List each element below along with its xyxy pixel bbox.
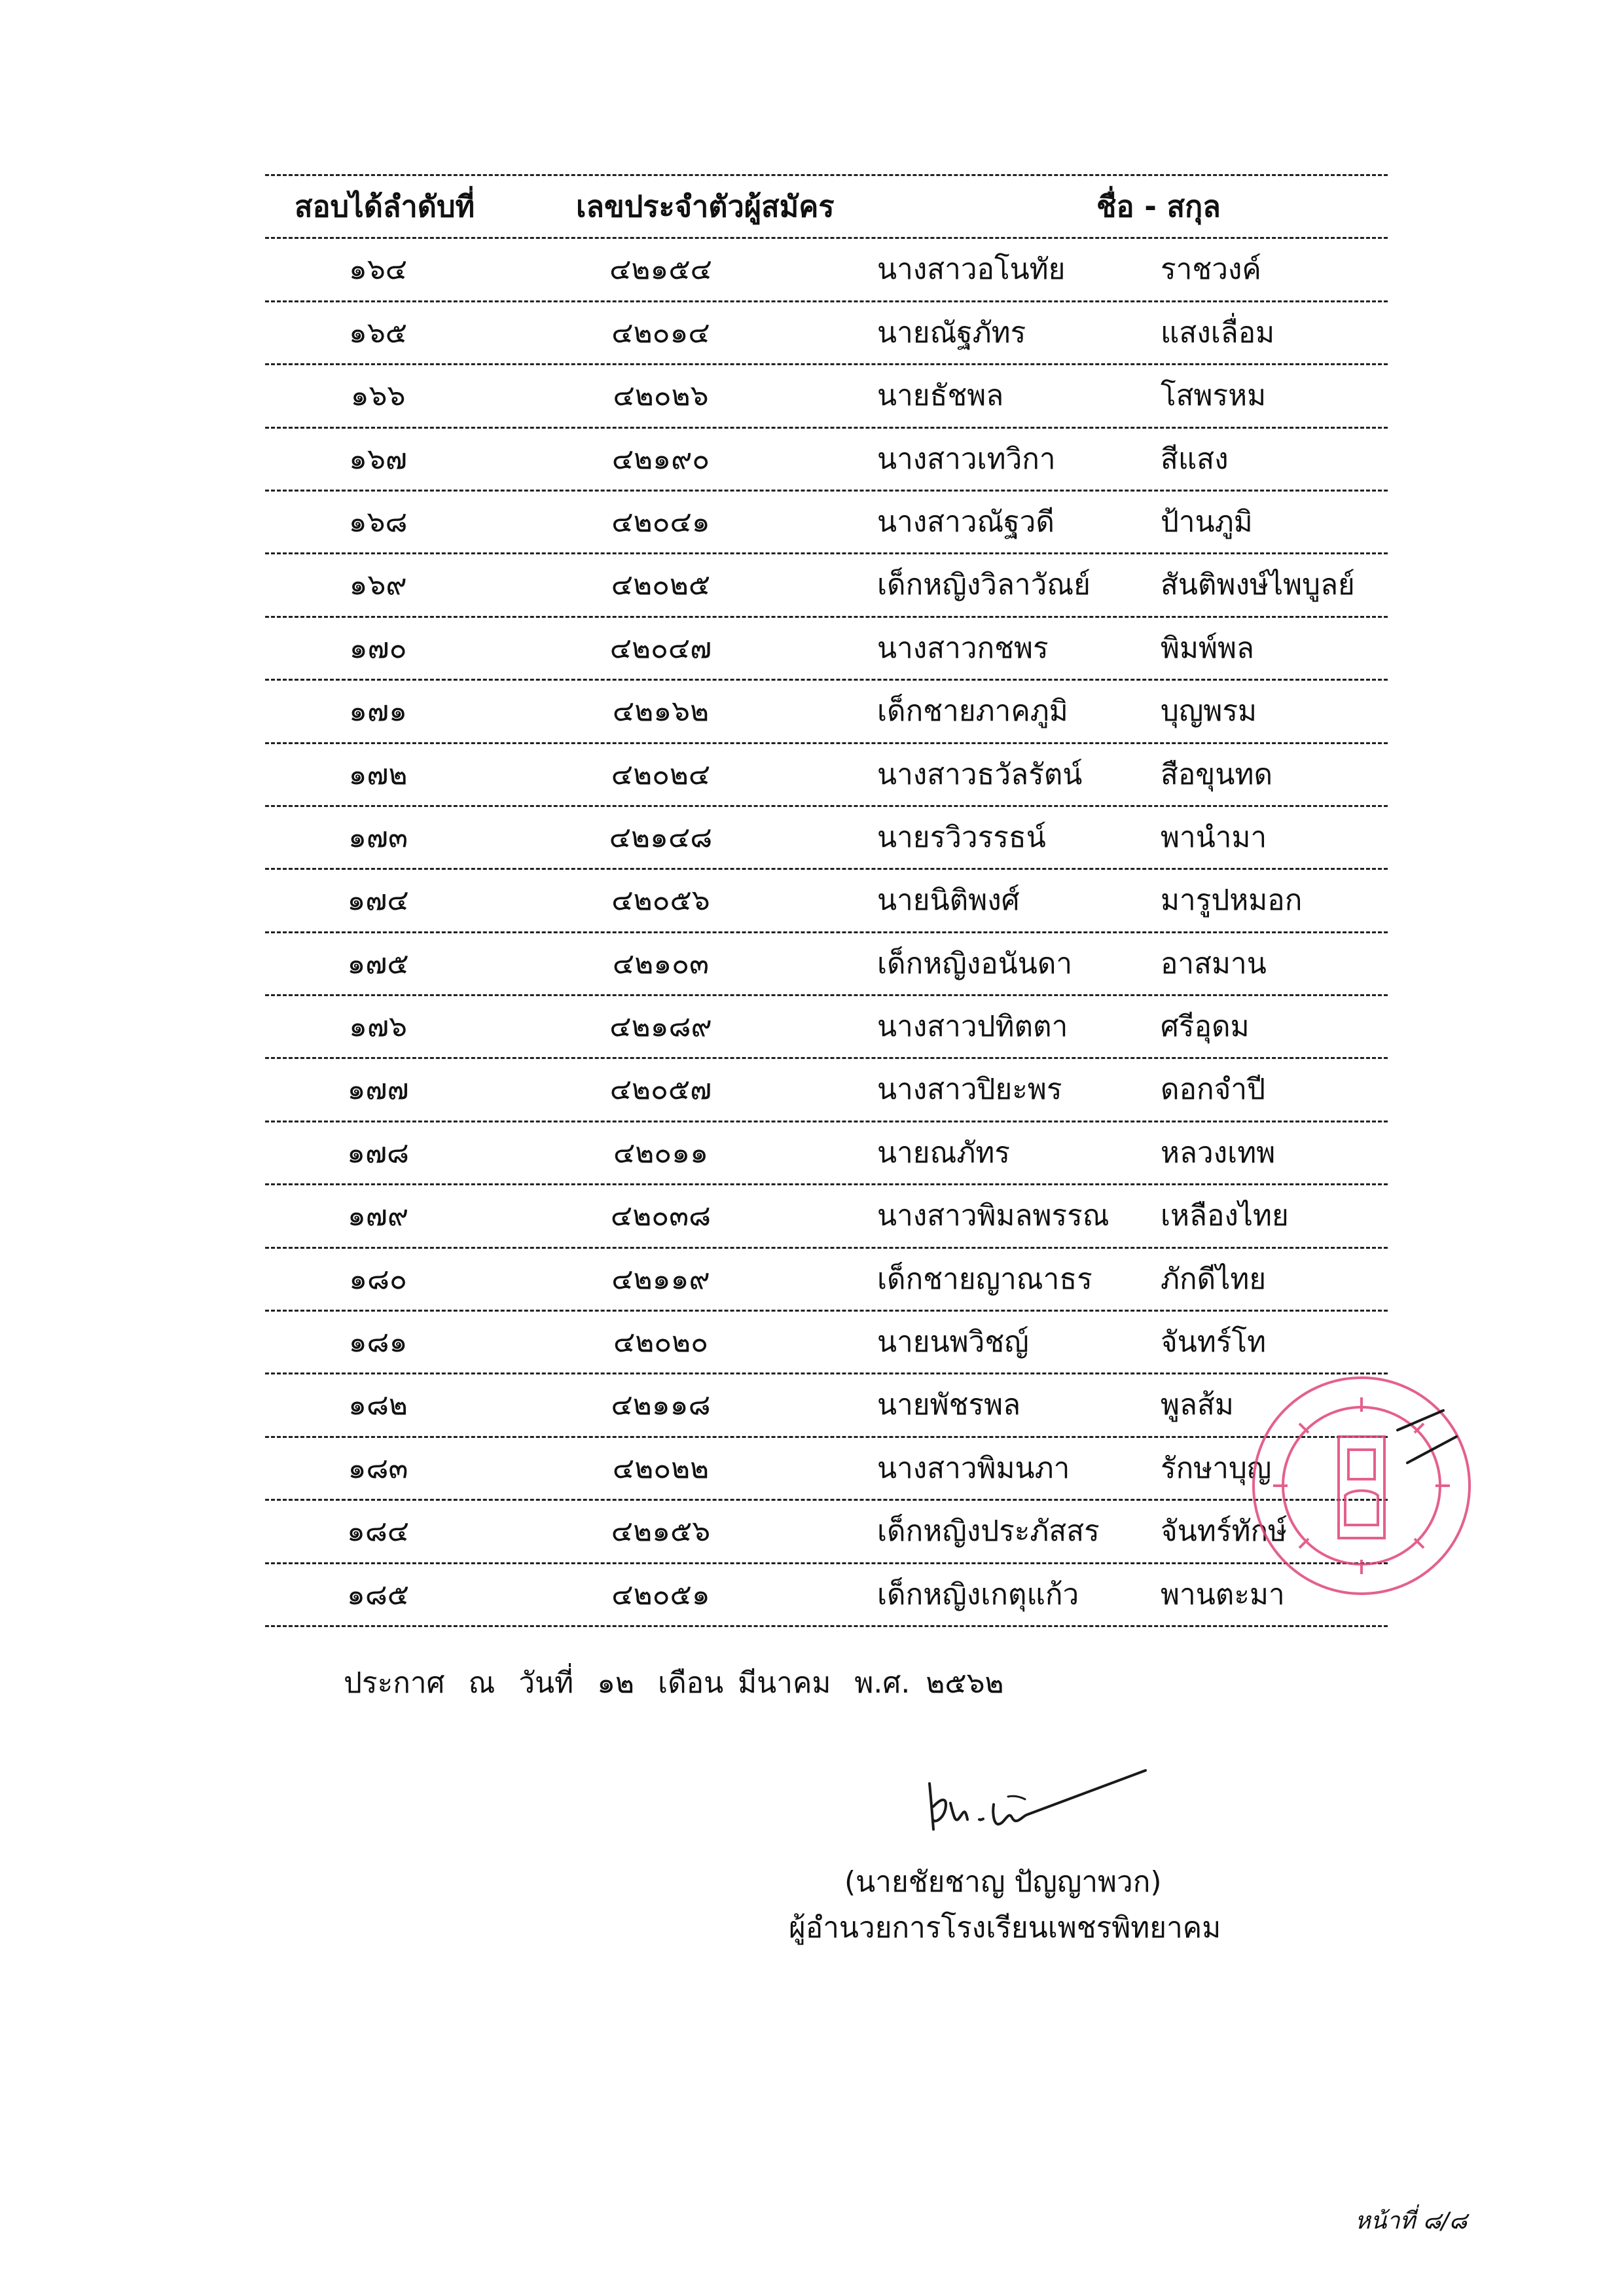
table-row <box>265 365 1388 428</box>
applicant-id-cell: ๔๒๐๒๖ <box>613 379 709 413</box>
surname-cell: ป้านภูมิ <box>1161 505 1253 539</box>
applicant-id-cell: ๔๒๐๒๒ <box>612 1451 710 1485</box>
surname-cell: เหลืองไทย <box>1161 1199 1289 1233</box>
table-row <box>265 1312 1388 1374</box>
table-row <box>265 1059 1388 1122</box>
rank-cell: ๑๖๕ <box>348 315 408 350</box>
applicant-id-cell: ๔๒๑๕๔ <box>609 253 712 287</box>
applicant-id-cell: ๔๒๐๒๔ <box>611 757 711 791</box>
name-cell: นางสาวณัฐวดี <box>877 505 1055 539</box>
applicant-id-cell: ๔๒๑๔๘ <box>609 820 713 854</box>
table-row <box>265 492 1388 554</box>
applicant-id-cell: ๔๒๑๘๙ <box>609 1010 712 1044</box>
announcement-day: ๑๒ <box>597 1666 635 1700</box>
applicant-id-cell: ๔๒๐๔๑ <box>611 505 710 539</box>
announcement-prefix: ประกาศ <box>344 1666 445 1700</box>
school-seal-stamp <box>1240 1365 1483 1607</box>
name-cell: เด็กหญิงวิลาวัณย์ <box>877 568 1091 602</box>
name-cell: เด็กหญิงอนันดา <box>877 946 1073 980</box>
page-number: หน้าที่ ๘/๘ <box>1355 2208 1468 2234</box>
surname-cell: ศรีอุดม <box>1161 1010 1250 1044</box>
rank-cell: ๑๗๑ <box>349 694 407 728</box>
rank-cell: ๑๗๗ <box>347 1073 409 1107</box>
table-row <box>265 239 1388 302</box>
announcement-month-label: เดือน <box>658 1666 724 1700</box>
rank-cell: ๑๘๕ <box>346 1577 410 1611</box>
name-cell: นายนิติพงศ์ <box>877 884 1020 918</box>
surname-cell: หลวงเทพ <box>1161 1136 1276 1170</box>
applicant-id-cell: ๔๒๑๕๖ <box>611 1515 711 1549</box>
table-row <box>265 1501 1388 1564</box>
name-cell: นางสาวอโนทัย <box>877 253 1066 287</box>
name-cell: นายณภัทร <box>877 1136 1011 1170</box>
table-row <box>265 744 1388 807</box>
rank-cell: ๑๗๒ <box>348 757 408 791</box>
applicant-id-cell: ๔๒๐๒๕ <box>611 568 711 602</box>
name-cell: นายธัชพล <box>877 379 1004 413</box>
surname-cell: สือขุนทด <box>1161 757 1273 791</box>
table-row <box>265 1122 1388 1185</box>
rank-cell: ๑๘๔ <box>346 1515 410 1549</box>
name-cell: นายนพวิชญ์ <box>877 1325 1029 1359</box>
surname-cell: รักษาบุญ <box>1161 1451 1272 1485</box>
surname-cell: แสงเลื่อม <box>1161 315 1275 350</box>
applicant-id-cell: ๔๒๑๑๘ <box>611 1388 711 1422</box>
table-row <box>265 681 1388 744</box>
rank-cell: ๑๗๐ <box>349 631 407 665</box>
table-row <box>265 302 1388 365</box>
announcement-date-label: วันที่ <box>518 1666 574 1700</box>
name-cell: เด็กหญิงเกตุแก้ว <box>877 1577 1079 1611</box>
applicant-id-cell: ๔๒๐๒๐ <box>613 1325 709 1359</box>
table-body <box>265 239 1388 1627</box>
announcement-year-label: พ.ศ. <box>854 1666 911 1700</box>
name-cell: เด็กชายภาคภูมิ <box>877 694 1068 728</box>
announcement-date-line <box>344 1660 1019 1706</box>
rank-cell: ๑๖๗ <box>349 442 407 476</box>
name-cell: เด็กหญิงประภัสสร <box>877 1515 1100 1549</box>
director-signature <box>916 1757 1152 1842</box>
name-cell: นางสาวเทวิกา <box>877 442 1056 476</box>
table-row <box>265 554 1388 617</box>
results-table <box>265 174 1388 1627</box>
surname-cell: บุญพรม <box>1161 694 1257 728</box>
name-cell: นายรวิวรรธน์ <box>877 820 1046 854</box>
surname-cell: สันติพงษ์ไพบูลย์ <box>1161 568 1355 602</box>
rank-cell: ๑๗๖ <box>349 1010 407 1044</box>
applicant-id-cell: ๔๒๑๖๒ <box>612 694 710 728</box>
name-cell: นางสาวปิยะพร <box>877 1073 1062 1107</box>
surname-cell: พิมพ์พล <box>1161 631 1254 665</box>
announcement-year: ๒๕๖๒ <box>926 1666 1004 1700</box>
applicant-id-cell: ๔๒๑๐๓ <box>612 946 710 980</box>
name-cell: นางสาวปทิตตา <box>877 1010 1068 1044</box>
surname-cell: พานำมา <box>1161 820 1267 854</box>
applicant-id-cell: ๔๒๑๙๐ <box>611 442 710 476</box>
surname-cell: จันทร์โท <box>1161 1325 1267 1359</box>
surname-cell: มารูปหมอก <box>1161 884 1303 918</box>
applicant-id-cell: ๔๒๐๕๑ <box>611 1577 710 1611</box>
table-row <box>265 933 1388 996</box>
table-row <box>265 618 1388 681</box>
surname-cell: พูลส้ม <box>1161 1388 1234 1422</box>
header-rank: สอบได้ลำดับที่ <box>295 189 475 224</box>
table-row <box>265 429 1388 492</box>
applicant-id-cell: ๔๒๐๑๔ <box>611 315 710 350</box>
announcement-month: มีนาคม <box>738 1666 831 1700</box>
surname-cell: ราชวงค์ <box>1161 253 1261 287</box>
name-cell: นางสาวพิมนภา <box>877 1451 1070 1485</box>
rank-cell: ๑๘๑ <box>348 1325 408 1359</box>
applicant-id-cell: ๔๒๐๕๖ <box>611 884 710 918</box>
rank-cell: ๑๘๓ <box>348 1451 408 1485</box>
name-cell: นางสาวธวัลรัตน์ <box>877 757 1083 791</box>
surname-cell: ดอกจำปี <box>1161 1073 1266 1107</box>
applicant-id-cell: ๔๒๐๑๑ <box>613 1136 709 1170</box>
table-header-row <box>265 176 1388 239</box>
applicant-id-cell: ๔๒๐๓๘ <box>610 1199 712 1233</box>
rank-cell: ๑๘๒ <box>348 1388 408 1422</box>
announcement-at: ณ <box>468 1666 496 1700</box>
name-cell: นางสาวพิมลพรรณ <box>877 1199 1110 1233</box>
table-row <box>265 870 1388 933</box>
table-row <box>265 1249 1388 1312</box>
rank-cell: ๑๖๙ <box>349 568 407 602</box>
signer-name: (นายชัยชาญ ปัญญาพวก) <box>844 1865 1162 1899</box>
table-row <box>265 807 1388 870</box>
rank-cell: ๑๖๘ <box>348 505 408 539</box>
table-row <box>265 1374 1388 1437</box>
table-row <box>265 1438 1388 1501</box>
header-full-name: ชื่อ - สกุล <box>1096 189 1221 224</box>
rank-cell: ๑๗๘ <box>347 1136 409 1170</box>
rank-cell: ๑๗๙ <box>347 1199 409 1233</box>
rank-cell: ๑๗๔ <box>347 884 409 918</box>
surname-cell: ภักดีไทย <box>1161 1262 1267 1296</box>
rank-cell: ๑๖๖ <box>350 379 406 413</box>
rank-cell: ๑๘๐ <box>349 1262 407 1296</box>
signer-title: ผู้อำนวยการโรงเรียนเพชรพิทยาคม <box>789 1911 1221 1945</box>
applicant-id-cell: ๔๒๐๔๗ <box>609 631 712 665</box>
table-row <box>265 996 1388 1059</box>
name-cell: เด็กชายญาณาธร <box>877 1262 1092 1296</box>
surname-cell: โสพรหม <box>1161 379 1267 413</box>
name-cell: นางสาวกชพร <box>877 631 1049 665</box>
surname-cell: จันทร์ทักษ์ <box>1161 1515 1288 1549</box>
name-cell: นายพัชรพล <box>877 1388 1021 1422</box>
applicant-id-cell: ๔๒๑๑๙ <box>611 1262 710 1296</box>
table-row <box>265 1564 1388 1627</box>
rank-cell: ๑๗๕ <box>347 946 409 980</box>
surname-cell: พานตะมา <box>1161 1577 1285 1611</box>
rank-cell: ๑๖๔ <box>348 253 408 287</box>
rank-cell: ๑๗๓ <box>348 820 408 854</box>
table-row <box>265 1185 1388 1248</box>
name-cell: นายณัฐภัทร <box>877 315 1026 350</box>
surname-cell: สีแสง <box>1161 442 1229 476</box>
header-applicant-id: เลขประจำตัวผู้สมัคร <box>576 189 835 224</box>
surname-cell: อาสมาน <box>1161 946 1267 980</box>
applicant-id-cell: ๔๒๐๕๗ <box>609 1073 712 1107</box>
